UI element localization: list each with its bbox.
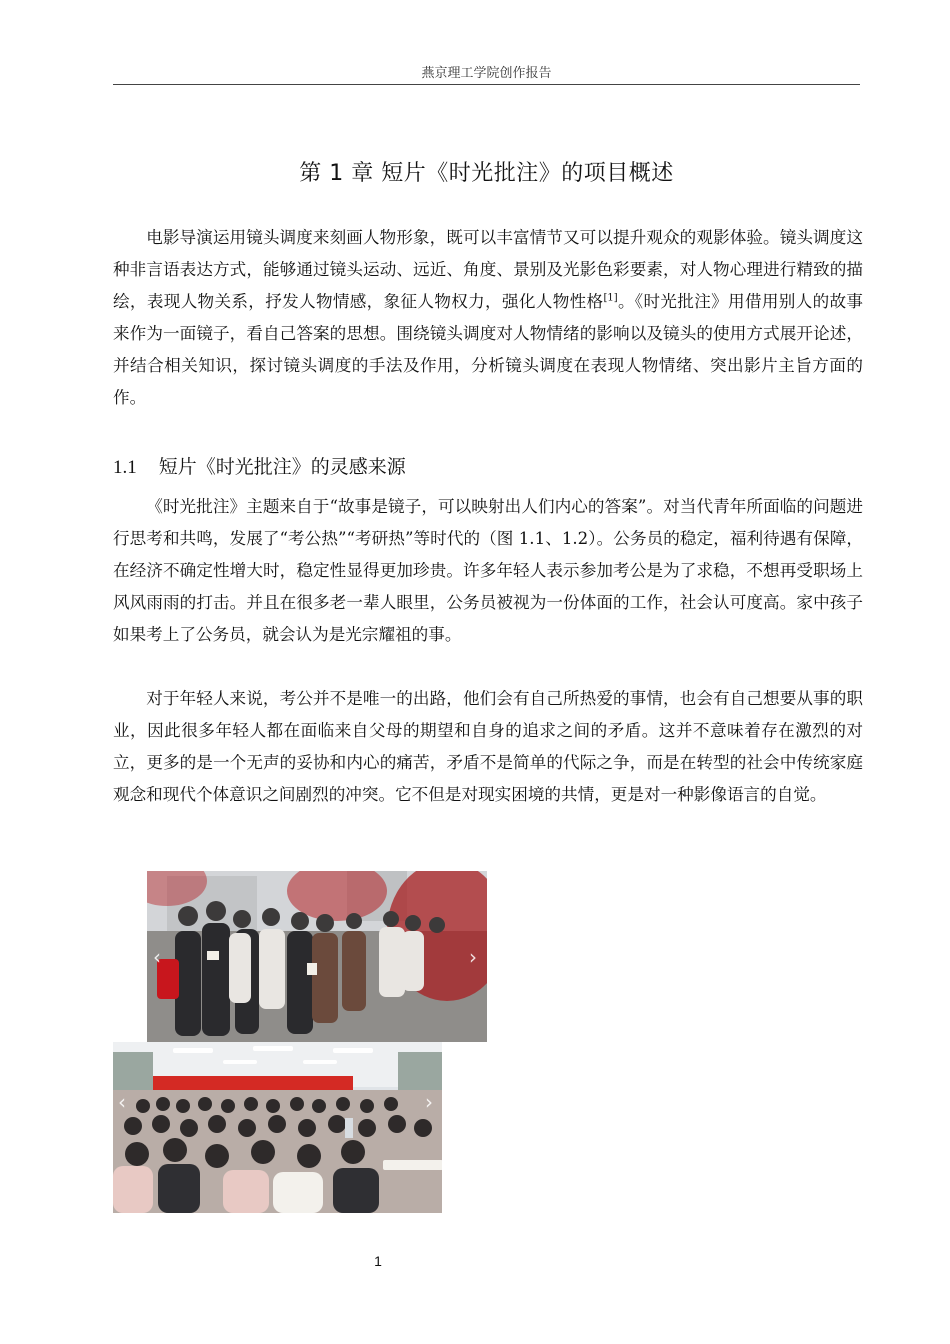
citation-ref: [1] (603, 292, 618, 304)
section-title: 短片《时光批注》的灵感来源 (158, 456, 406, 478)
section-paragraph-1: 《时光批注》主题来自于“故事是镜子，可以映射出人们内心的答案”。对当代青年所面临的问题进行思考和共鸣，发展了“考公热”“考研热”等时代的（图 1.1、1.2）。公务员的稳定，福利待遇有保障，在经济不确定性增大时，稳定性显得更加珍贵。许多年轻人表示参加考公是为了求稳，不想再受职场上风风雨雨的打击。并且在很多老一辈人眼里，公务员被视为一份体面的工作，社会认可度高。家中孩子如果考上了公务员，就会认为是光宗耀祖的事。 (113, 497, 863, 644)
intro-text-part2: 。《时光批注》用借用别人的故事来作为一面镜子，看自己答案的思想。围绕镜头调度对人物情绪的影响以及镜头的使用方式展开论述，并结合相关知识，探讨镜头调度的手法及作用，分析镜头调度在表现人物情绪、突出影片主旨方面的作。 (113, 292, 864, 407)
exam-queue-illustration (147, 871, 487, 1042)
page-number: 1 (374, 1253, 382, 1269)
photo2-next-arrow: › (425, 1090, 433, 1114)
intro-paragraph (113, 222, 863, 414)
section-number: 1.1 (113, 457, 137, 478)
section-heading (113, 452, 406, 479)
header-divider (113, 84, 860, 85)
figure-photo-exam-queue (147, 871, 487, 1042)
photo1-next-arrow: › (469, 945, 477, 969)
page-header: 燕京理工学院创作报告 (421, 66, 552, 81)
classroom-illustration (113, 1042, 442, 1213)
chapter-title: 第 1 章 短片《时光批注》的项目概述 (299, 161, 674, 186)
intro-text-part1: 电影导演运用镜头调度来刻画人物形象，既可以丰富情节又可以提升观众的观影体验。镜头调度这种非言语表达方式，能够通过镜头运动、远近、角度、景别及光影色彩要素，对人物心理进行精致的描绘，表现人物关系，抒发人物情感，象征人物权力，强化人物性格 (113, 228, 863, 311)
photo2-prev-arrow: ‹ (118, 1090, 126, 1114)
figure-photo-classroom (113, 1042, 442, 1213)
photo1-prev-arrow: ‹ (153, 945, 161, 969)
section-paragraph-2: 对于年轻人来说，考公并不是唯一的出路，他们会有自己所热爱的事情，也会有自己想要从事的职业，因此很多年轻人都在面临来自父母的期望和自身的追求之间的矛盾。这并不意味着存在激烈的对立，更多的是一个无声的妥协和内心的痛苦，矛盾不是简单的代际之争，而是在转型的社会中传统家庭观念和现代个体意识之间剧烈的冲突。它不但是对现实困境的共情，更是对一种影像语言的自觉。 (113, 689, 863, 804)
